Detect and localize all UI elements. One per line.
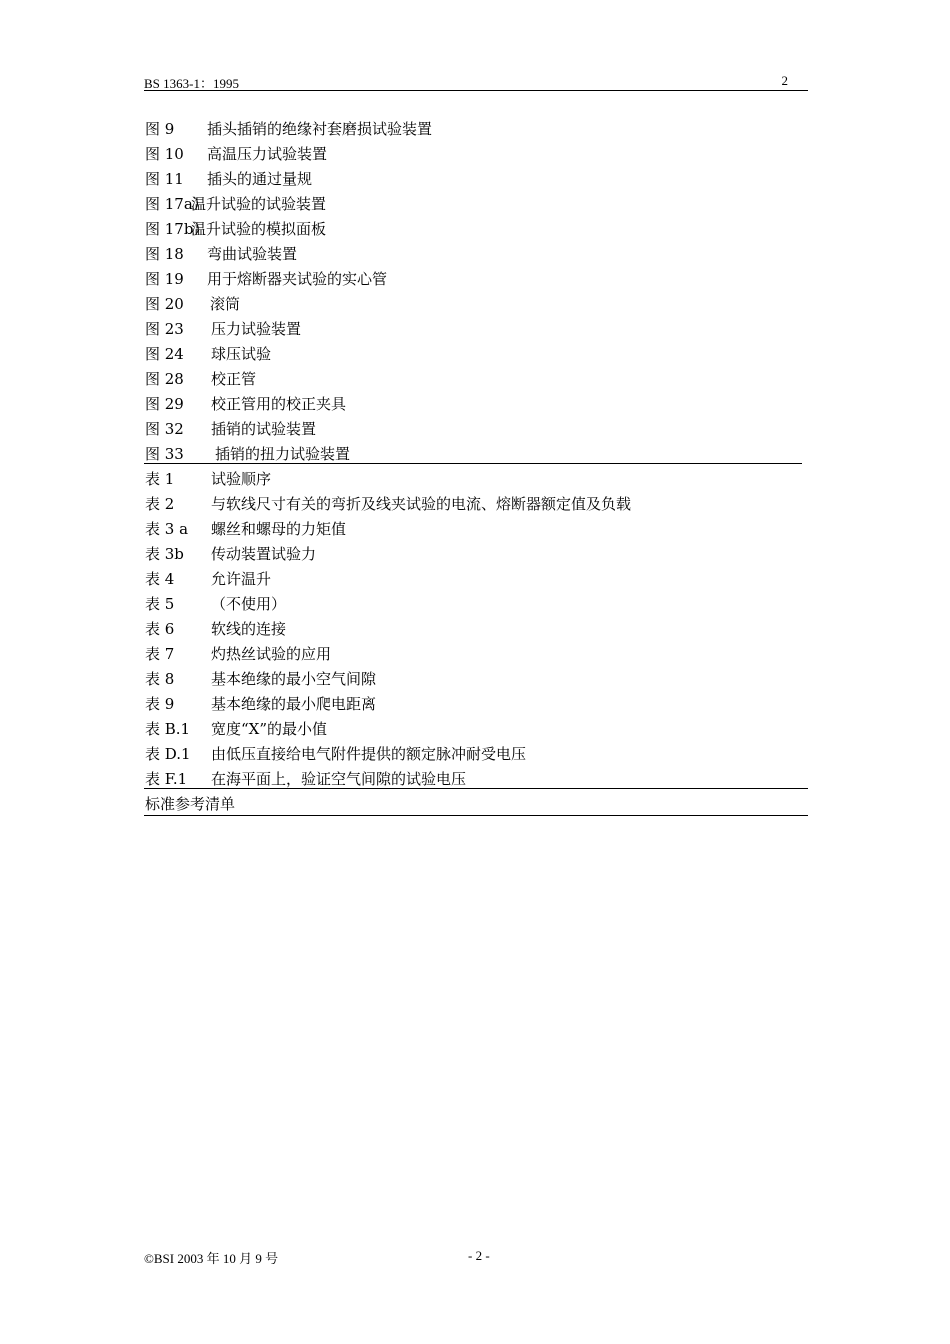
- entry-label: 表 3 a: [145, 520, 189, 538]
- header-page-number: 2: [781, 73, 788, 88]
- table-entry: [144, 667, 808, 692]
- table-entry: [144, 767, 808, 792]
- entry-label: 图 28: [145, 370, 184, 388]
- entry-label: 图 29: [145, 395, 184, 413]
- entry-label: 图 24: [145, 345, 184, 363]
- entry-title: 插头的通过量规: [207, 170, 313, 188]
- figure-entry: [144, 367, 808, 392]
- entry-label: 图 18: [145, 245, 184, 263]
- entry-title: 校正管: [211, 370, 257, 388]
- figure-entry: [144, 317, 808, 342]
- figure-entry: [144, 342, 808, 367]
- entry-label: 图 10: [145, 145, 184, 163]
- footer-copyright: ©BSI 2003 年 10 月 9 号: [144, 1251, 279, 1266]
- figure-entry: [144, 217, 808, 242]
- entry-label: 表 2: [145, 495, 175, 513]
- figure-entry: [144, 292, 808, 317]
- footer-page-number: - 2 -: [468, 1248, 490, 1263]
- figure-entry: [144, 192, 808, 217]
- figure-entry: [144, 142, 808, 167]
- entry-title: 由低压直接给电气附件提供的额定脉冲耐受电压: [211, 745, 527, 763]
- entry-label: 图 19: [145, 270, 184, 288]
- contents-list: [144, 117, 808, 817]
- entry-title: （不使用）: [211, 595, 287, 613]
- table-entry: [144, 592, 808, 617]
- table-entry: [144, 692, 808, 717]
- entry-title: 插销的扭力试验装置: [215, 445, 351, 463]
- table-entry: [144, 467, 808, 492]
- entry-label: 表 F.1: [145, 770, 188, 788]
- entry-title: 在海平面上，验证空气间隙的试验电压: [211, 770, 467, 788]
- references-text: 标准参考清单: [145, 795, 236, 813]
- figure-entry: [144, 392, 808, 417]
- section-underline: [144, 788, 808, 789]
- figure-entry: [144, 417, 808, 442]
- figure-entry: [144, 242, 808, 267]
- entry-label: 图 11: [145, 170, 184, 188]
- entry-label: 图 23: [145, 320, 184, 338]
- figure-entry: [144, 167, 808, 192]
- entry-title: 与软线尺寸有关的弯折及线夹试验的电流、熔断器额定值及负载: [211, 495, 632, 513]
- entry-title: 灼热丝试验的应用: [211, 645, 332, 663]
- entry-title: 插头插销的绝缘衬套磨损试验装置: [207, 120, 433, 138]
- entry-title: 压力试验装置: [211, 320, 302, 338]
- table-entry: [144, 567, 808, 592]
- entry-label: 表 7: [145, 645, 175, 663]
- entry-title: 软线的连接: [211, 620, 287, 638]
- references-underline: [144, 815, 808, 816]
- entry-label: 表 B.1: [145, 720, 191, 738]
- table-entry: [144, 492, 808, 517]
- entry-label: 图 32: [145, 420, 184, 438]
- entry-label: 表 D.1: [145, 745, 191, 763]
- entry-title: 基本绝缘的最小爬电距离: [211, 695, 377, 713]
- table-entry: [144, 717, 808, 742]
- page-header: [144, 72, 808, 91]
- entry-label: 图 17b）: [145, 220, 209, 238]
- entry-label: 表 4: [145, 570, 175, 588]
- entry-label: 图 9: [145, 120, 175, 138]
- figure-entry: [144, 267, 808, 292]
- entry-title: 温升试验的模拟面板: [191, 220, 327, 238]
- entry-label: 表 1: [145, 470, 175, 488]
- table-entry: [144, 542, 808, 567]
- entry-label: 图 33: [145, 445, 184, 463]
- entry-title: 用于熔断器夹试验的实心管: [207, 270, 388, 288]
- entry-label: 图 20: [145, 295, 184, 313]
- entry-title: 试验顺序: [211, 470, 272, 488]
- entry-title: 滚筒: [210, 295, 241, 313]
- entry-title: 温升试验的试验装置: [191, 195, 327, 213]
- entry-title: 允许温升: [211, 570, 272, 588]
- entry-title: 宽度“X”的最小值: [211, 720, 328, 738]
- entry-label: 表 8: [145, 670, 175, 688]
- figure-list: [144, 117, 808, 467]
- table-entry: [144, 617, 808, 642]
- figure-entry: [144, 442, 808, 467]
- entry-title: 高温压力试验装置: [207, 145, 328, 163]
- entry-title: 基本绝缘的最小空气间隙: [211, 670, 377, 688]
- standard-number: BS 1363-1：1995: [144, 76, 239, 91]
- entry-title: 校正管用的校正夹具: [211, 395, 347, 413]
- table-list: [144, 467, 808, 792]
- table-entry: [144, 742, 808, 767]
- table-entry: [144, 517, 808, 542]
- entry-title: 传动装置试验力: [211, 545, 317, 563]
- entry-label: 表 6: [145, 620, 175, 638]
- section-underline: [144, 463, 802, 464]
- entry-label: 表 5: [145, 595, 175, 613]
- entry-title: 螺丝和螺母的力矩值: [211, 520, 347, 538]
- entry-label: 表 9: [145, 695, 175, 713]
- entry-title: 插销的试验装置: [211, 420, 317, 438]
- table-entry: [144, 642, 808, 667]
- entry-title: 球压试验: [211, 345, 272, 363]
- entry-title: 弯曲试验装置: [207, 245, 298, 263]
- entry-label: 图 17a）: [145, 195, 208, 213]
- figure-entry: [144, 117, 808, 142]
- references-entry: [144, 792, 808, 817]
- entry-label: 表 3b: [145, 545, 184, 563]
